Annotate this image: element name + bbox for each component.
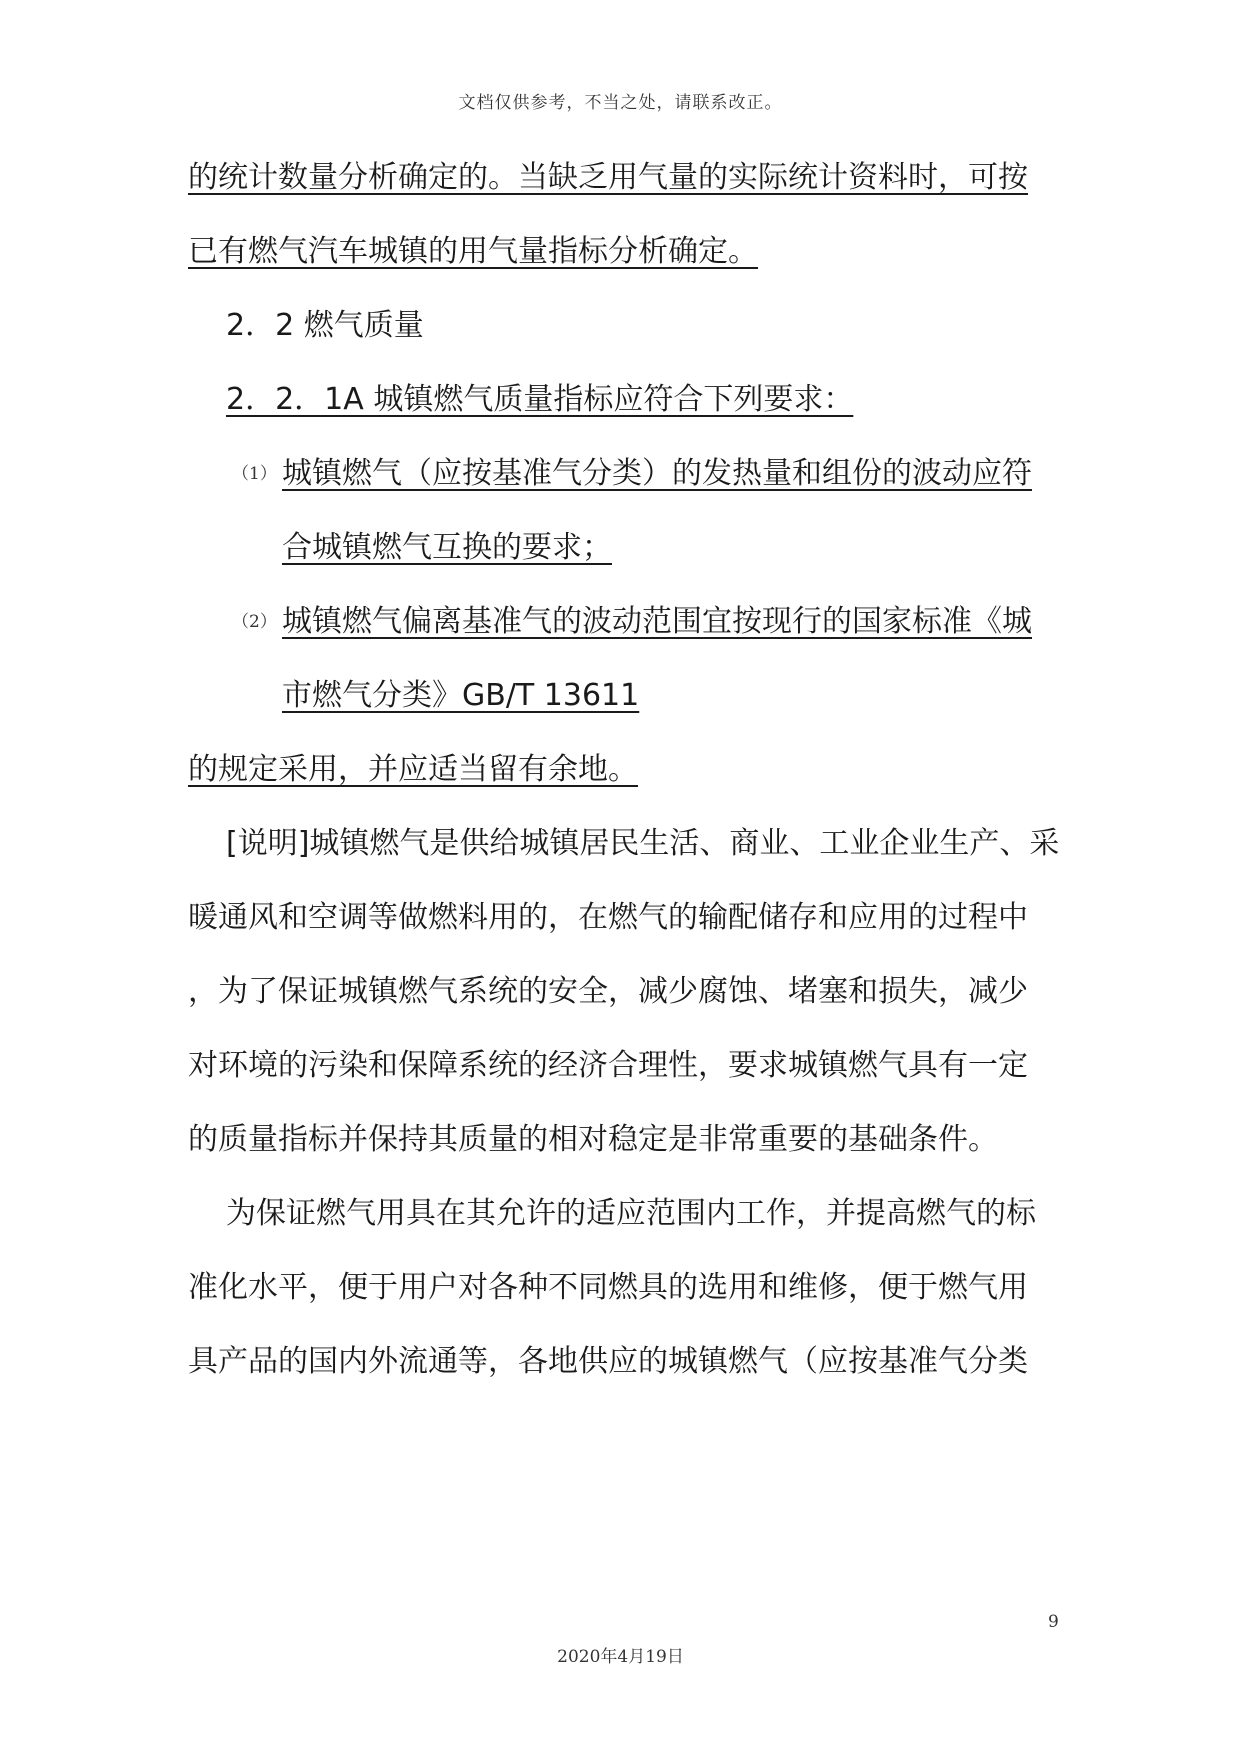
clause-2-2-1a: 2．2．1A 城镇燃气质量指标应符合下列要求： xyxy=(226,382,854,417)
header-note: 文档仅供参考，不当之处，请联系改正。 xyxy=(458,93,783,113)
paragraph-line-1: 为保证燃气用具在其允许的适应范围内工作，并提高燃气的标 xyxy=(226,1196,1036,1231)
explanation-line-5: 的质量指标并保持其质量的相对稳定是非常重要的基础条件。 xyxy=(188,1122,998,1157)
list-marker-1: （1） xyxy=(232,464,277,484)
paragraph-line-3: 具产品的国内外流通等，各地供应的城镇燃气（应按基准气分类 xyxy=(188,1344,1028,1379)
list-item-2-line-1: 城镇燃气偏离基准气的波动范围宜按现行的国家标准《城 xyxy=(282,604,1032,639)
paragraph-line-2: 准化水平，便于用户对各种不同燃具的选用和维修，便于燃气用 xyxy=(188,1270,1028,1305)
body-line-2: 已有燃气汽车城镇的用气量指标分析确定。 xyxy=(188,234,758,269)
body-line-continuation: 的规定采用，并应适当留有余地。 xyxy=(188,752,638,787)
explanation-line-1: [说明]城镇燃气是供给城镇居民生活、商业、工业企业生产、采 xyxy=(226,826,1060,861)
list-item-1-line-1: 城镇燃气（应按基准气分类）的发热量和组份的波动应符 xyxy=(282,456,1032,491)
list-item-2-line-2: 市燃气分类》GB/T 13611 xyxy=(282,678,640,713)
page-number: 9 xyxy=(1048,1612,1059,1632)
list-item-1-line-2: 合城镇燃气互换的要求； xyxy=(282,530,612,565)
footer-date: 2020年4月19日 xyxy=(557,1647,684,1667)
explanation-line-2: 暖通风和空调等做燃料用的，在燃气的输配储存和应用的过程中 xyxy=(188,900,1028,935)
body-line-1: 的统计数量分析确定的。当缺乏用气量的实际统计资料时，可按 xyxy=(188,160,1028,195)
list-marker-2: （2） xyxy=(232,612,277,632)
section-heading-2-2: 2．2 燃气质量 xyxy=(226,308,424,343)
explanation-line-4: 对环境的污染和保障系统的经济合理性，要求城镇燃气具有一定 xyxy=(188,1048,1028,1083)
explanation-line-3: ，为了保证城镇燃气系统的安全，减少腐蚀、堵塞和损失，减少 xyxy=(188,974,1028,1009)
